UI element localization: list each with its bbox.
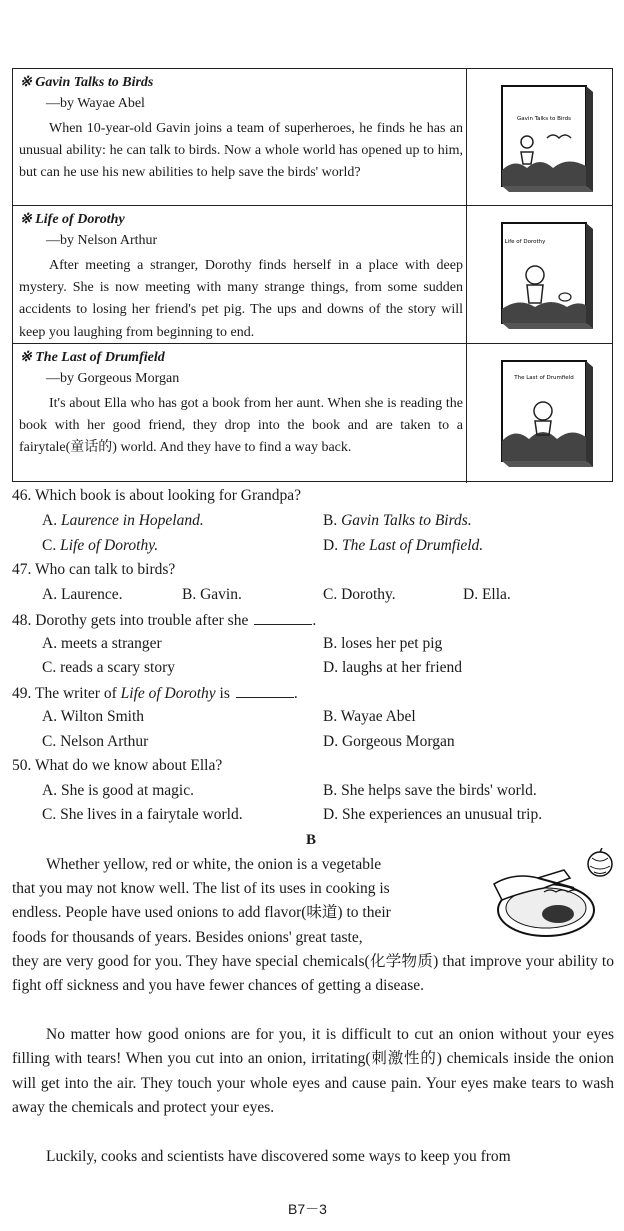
option-d[interactable]: D. laughs at her friend [323,659,463,676]
book-description: After meeting a stranger, Dorothy finds herself in a place with deep mystery. She is now meeting with many strange things, from some sudden accidents to losing her friend's pet pig. The ups and downs of the story will keep you laughing from beginning to end. [19,258,463,340]
option-c[interactable]: C. Life of Dorothy. [42,537,159,554]
option-c[interactable]: C. She lives in a fairytale world. [42,806,243,823]
question-50: 50. What do we know about Ella? [12,757,223,774]
book-title: ※ The Last of Drumfield [20,350,165,365]
option-b[interactable]: B. loses her pet pig [323,635,443,652]
svg-text:The Last of Drumfield: The Last of Drumfield [514,375,574,381]
answer-blank [236,683,294,698]
book-table [12,68,613,482]
question-48: 48. Dorothy gets into trouble after she . [12,612,317,629]
option-a[interactable]: A. Laurence. [42,586,123,603]
option-c[interactable]: C. Nelson Arthur [42,733,149,750]
book-cover-image [485,217,605,335]
paragraph: No matter how good onions are for you, it is difficult to cut an onion without your eyes filling with tears! When you cut into an onion, irritating(刺激性的) chemicals inside the onion will get into the air. They touch your whole eyes and cause pain. Your eyes make tears to wash away the chemicals and protect your eyes. [12,1026,614,1116]
option-a[interactable]: A. She is good at magic. [42,782,194,799]
book-description: It's about Ella who has got a book from her aunt. When she is reading the book with her good friend, they drop into the book and are taken to a fairytale(童话的) world. And they have to find a way back. [19,396,463,456]
book-row [13,206,612,344]
option-b[interactable]: B. Gavin Talks to Birds. [323,512,472,529]
option-a[interactable]: A. Wilton Smith [42,708,145,725]
paragraph-line: that you may not know well. The list of its uses in cooking is [12,880,390,897]
book-author: —by Nelson Arthur [46,233,158,248]
onion-cutting-illustration [484,848,616,942]
paragraph: they are very good for you. They have special chemicals(化学物质) that improve your ability to fight off sickness and you have fewer chances of getting a disease. [12,953,614,995]
option-d[interactable]: D. Gorgeous Morgan [323,733,455,750]
option-d[interactable]: D. Ella. [463,586,511,603]
option-b[interactable]: B. Gavin. [182,586,242,603]
book-author: —by Gorgeous Morgan [46,371,180,386]
question-49: 49. The writer of Life of Dorothy is . [12,685,298,702]
option-b[interactable]: B. She helps save the birds' world. [323,782,537,799]
option-a[interactable]: A. Laurence in Hopeland. [42,512,204,529]
question-46: 46. Which book is about looking for Grandpa? [12,487,302,504]
paragraph-line: foods for thousands of years. Besides onions' great taste, [12,929,363,946]
book-row [13,69,612,206]
page-footer: B7－3 [288,1201,327,1217]
book-cover-image [485,80,605,198]
option-a[interactable]: A. meets a stranger [42,635,162,652]
svg-text:Life of Dorothy: Life of Dorothy [504,239,546,245]
book-info-cell [13,344,467,483]
section-heading: B [306,832,317,848]
option-b[interactable]: B. Wayae Abel [323,708,416,725]
option-c[interactable]: C. reads a scary story [42,659,175,676]
book-author: —by Wayae Abel [46,96,145,111]
paragraph-line: Whether yellow, red or white, the onion is a vegetable [46,856,382,873]
answer-blank [254,610,312,625]
book-cover-image [485,355,605,473]
book-info-cell [13,69,467,205]
svg-text:Gavin Talks to Birds: Gavin Talks to Birds [517,116,571,122]
book-info-cell [13,206,467,343]
book-title: ※ Life of Dorothy [20,212,125,227]
book-description: When 10-year-old Gavin joins a team of superheroes, he finds he has an unusual ability: he can talk to birds. Now a whole world has opened up to him, but can he use his new abilities to help save the birds' world? [19,121,463,181]
book-title: ※ Gavin Talks to Birds [20,75,154,90]
option-d[interactable]: D. She experiences an unusual trip. [323,806,543,823]
book-row [13,344,612,483]
question-47: 47. Who can talk to birds? [12,561,176,578]
option-d[interactable]: D. The Last of Drumfield. [323,537,484,554]
paragraph-line: endless. People have used onions to add flavor(味道) to their [12,904,391,921]
option-c[interactable]: C. Dorothy. [323,586,396,603]
paragraph: Luckily, cooks and scientists have discovered some ways to keep you from [46,1148,511,1165]
